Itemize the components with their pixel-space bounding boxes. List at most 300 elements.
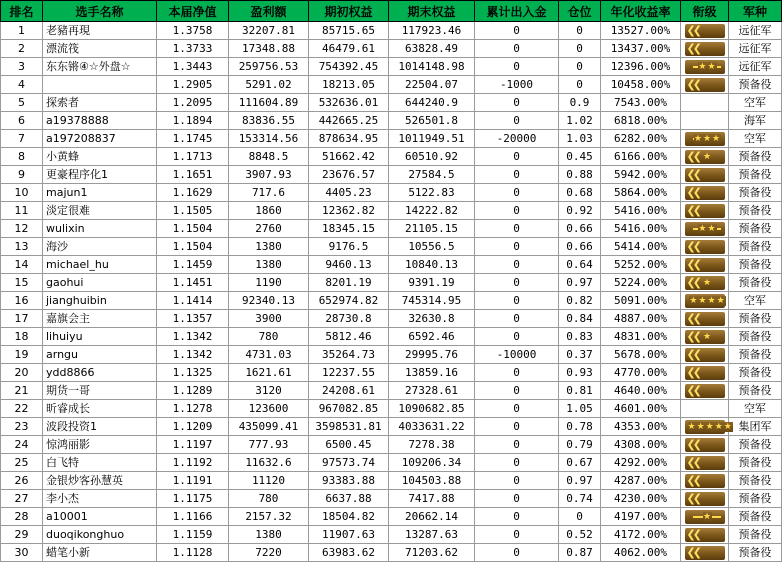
military-rank-cell [681, 382, 729, 400]
position-cell: 0.84 [559, 310, 601, 328]
cash-flow-cell: 0 [475, 526, 559, 544]
army-cell: 预备役 [729, 220, 782, 238]
military-rank-cell [681, 94, 729, 112]
army-cell: 远征军 [729, 58, 782, 76]
military-rank-cell [681, 202, 729, 220]
table-row[interactable] [1, 130, 782, 148]
annual-return-cell: 4230.00% [601, 490, 681, 508]
army-cell: 空军 [729, 130, 782, 148]
end-equity-cell: 745314.95 [389, 292, 475, 310]
end-equity-cell: 63828.49 [389, 40, 475, 58]
cash-flow-cell: 0 [475, 292, 559, 310]
name-cell: a19378888 [43, 112, 157, 130]
rank-insignia-icon [685, 132, 725, 146]
rank-cell: 14 [1, 256, 43, 274]
end-equity-cell: 4033631.22 [389, 418, 475, 436]
name-cell: gaohui [43, 274, 157, 292]
star-icon: ★ [702, 331, 713, 342]
profit-cell: 17348.88 [229, 40, 309, 58]
nav-cell: 1.1651 [157, 166, 229, 184]
profit-cell: 3900 [229, 310, 309, 328]
star-icon: ★ [702, 151, 713, 162]
army-cell: 预备役 [729, 166, 782, 184]
army-cell: 预备役 [729, 346, 782, 364]
end-equity-cell: 32630.8 [389, 310, 475, 328]
rank-cell: 8 [1, 148, 43, 166]
profit-cell: 1860 [229, 202, 309, 220]
annual-return-cell: 13437.00% [601, 40, 681, 58]
header-end-equity[interactable]: 期末权益 [389, 1, 475, 22]
army-cell: 空军 [729, 400, 782, 418]
profit-cell: 123600 [229, 400, 309, 418]
end-equity-cell: 526501.8 [389, 112, 475, 130]
rank-cell: 29 [1, 526, 43, 544]
army-cell: 海军 [729, 112, 782, 130]
profit-cell: 1380 [229, 256, 309, 274]
chevron-icon: ❮❮ [686, 23, 699, 37]
cash-flow-cell: 0 [475, 166, 559, 184]
header-name[interactable]: 选手名称 [43, 1, 157, 22]
rank-cell: 28 [1, 508, 43, 526]
end-equity-cell: 27328.61 [389, 382, 475, 400]
rank-cell: 27 [1, 490, 43, 508]
annual-return-cell: 4887.00% [601, 310, 681, 328]
chevron-icon: ❮❮ [686, 41, 699, 55]
position-cell: 0.78 [559, 418, 601, 436]
table-row[interactable] [1, 400, 782, 418]
nav-cell: 1.2905 [157, 76, 229, 94]
table-row[interactable] [1, 220, 782, 238]
cash-flow-cell: -1000 [475, 76, 559, 94]
chevron-icon: ❮❮ [686, 545, 699, 559]
profit-cell: 1621.61 [229, 364, 309, 382]
cash-flow-cell: 0 [475, 544, 559, 562]
header-military-rank[interactable]: 衔级 [681, 1, 729, 22]
name-cell: duoqikonghuo [43, 526, 157, 544]
military-rank-cell [681, 22, 729, 40]
position-cell: 0.82 [559, 292, 601, 310]
table-row[interactable] [1, 328, 782, 346]
position-cell: 0.66 [559, 238, 601, 256]
annual-return-cell: 6166.00% [601, 148, 681, 166]
name-cell: wulixin [43, 220, 157, 238]
annual-return-cell: 4831.00% [601, 328, 681, 346]
table-row[interactable] [1, 310, 782, 328]
table-row[interactable] [1, 292, 782, 310]
header-army[interactable]: 军种 [729, 1, 782, 22]
start-equity-cell: 8201.19 [309, 274, 389, 292]
position-cell: 0.88 [559, 166, 601, 184]
military-rank-cell [681, 508, 729, 526]
annual-return-cell: 7543.00% [601, 94, 681, 112]
rank-insignia-icon [685, 492, 725, 506]
cash-flow-cell: 0 [475, 364, 559, 382]
profit-cell: 435099.41 [229, 418, 309, 436]
position-cell: 0.79 [559, 436, 601, 454]
table-row[interactable] [1, 148, 782, 166]
annual-return-cell: 4292.00% [601, 454, 681, 472]
profit-cell: 8848.5 [229, 148, 309, 166]
annual-return-cell: 4770.00% [601, 364, 681, 382]
table-row[interactable] [1, 274, 782, 292]
header-cash-flow[interactable]: 累计出入金 [475, 1, 559, 22]
annual-return-cell: 5414.00% [601, 238, 681, 256]
rank-cell: 18 [1, 328, 43, 346]
name-cell: a197208837 [43, 130, 157, 148]
position-cell: 0.97 [559, 472, 601, 490]
profit-cell: 2760 [229, 220, 309, 238]
header-profit[interactable]: 盈利额 [229, 1, 309, 22]
rank-insignia-icon [685, 24, 725, 38]
table-row[interactable] [1, 472, 782, 490]
rank-insignia-icon [685, 510, 725, 524]
end-equity-cell: 10840.13 [389, 256, 475, 274]
name-cell: 金银炒客孙慧英 [43, 472, 157, 490]
cash-flow-cell: 0 [475, 382, 559, 400]
army-cell: 预备役 [729, 436, 782, 454]
army-cell: 预备役 [729, 310, 782, 328]
position-cell: 0 [559, 40, 601, 58]
header-rank[interactable]: 排名 [1, 1, 43, 22]
table-row[interactable] [1, 436, 782, 454]
start-equity-cell: 532636.01 [309, 94, 389, 112]
table-row[interactable] [1, 112, 782, 130]
annual-return-cell: 4197.00% [601, 508, 681, 526]
annual-return-cell: 5252.00% [601, 256, 681, 274]
profit-cell: 259756.53 [229, 58, 309, 76]
end-equity-cell: 71203.62 [389, 544, 475, 562]
end-equity-cell: 104503.88 [389, 472, 475, 490]
profit-cell: 1380 [229, 526, 309, 544]
table-row[interactable] [1, 22, 782, 40]
start-equity-cell: 4405.23 [309, 184, 389, 202]
rank-insignia-icon [685, 438, 725, 452]
military-rank-cell [681, 166, 729, 184]
table-row[interactable] [1, 40, 782, 58]
profit-cell: 92340.13 [229, 292, 309, 310]
position-cell: 0 [559, 76, 601, 94]
army-cell: 预备役 [729, 526, 782, 544]
nav-cell: 1.1209 [157, 418, 229, 436]
army-cell: 预备役 [729, 184, 782, 202]
star-icon: ★★ [698, 61, 717, 72]
cash-flow-cell: 0 [475, 310, 559, 328]
start-equity-cell: 12362.82 [309, 202, 389, 220]
nav-cell: 1.1745 [157, 130, 229, 148]
cash-flow-cell: 0 [475, 490, 559, 508]
profit-cell: 1190 [229, 274, 309, 292]
rank-insignia-icon [685, 330, 725, 344]
rank-insignia-icon [685, 546, 725, 560]
nav-cell: 1.1197 [157, 436, 229, 454]
table-row[interactable] [1, 256, 782, 274]
header-start-equity[interactable]: 期初权益 [309, 1, 389, 22]
chevron-icon: ❮❮ [686, 437, 699, 451]
end-equity-cell: 644240.9 [389, 94, 475, 112]
start-equity-cell: 23676.57 [309, 166, 389, 184]
military-rank-cell [681, 220, 729, 238]
military-rank-cell [681, 490, 729, 508]
rank-insignia-icon [685, 78, 725, 92]
army-cell: 预备役 [729, 202, 782, 220]
army-cell: 预备役 [729, 544, 782, 562]
rank-cell: 25 [1, 454, 43, 472]
chevron-icon: ❮❮ [686, 167, 699, 181]
annual-return-cell: 5416.00% [601, 202, 681, 220]
rank-cell: 4 [1, 76, 43, 94]
name-cell: 东东锵④☆外盘☆ [43, 58, 157, 76]
nav-cell: 1.1128 [157, 544, 229, 562]
table-row[interactable] [1, 202, 782, 220]
table-row[interactable] [1, 490, 782, 508]
start-equity-cell: 9176.5 [309, 238, 389, 256]
name-cell: 嘉旗会主 [43, 310, 157, 328]
military-rank-cell [681, 310, 729, 328]
annual-return-cell: 4308.00% [601, 436, 681, 454]
profit-cell: 83836.55 [229, 112, 309, 130]
army-cell: 空军 [729, 94, 782, 112]
end-equity-cell: 109206.34 [389, 454, 475, 472]
cash-flow-cell: 0 [475, 202, 559, 220]
table-row[interactable] [1, 58, 782, 76]
name-cell: 惊鸿丽影 [43, 436, 157, 454]
position-cell: 0.83 [559, 328, 601, 346]
name-cell: 淡定很难 [43, 202, 157, 220]
nav-cell: 1.3758 [157, 22, 229, 40]
start-equity-cell: 18213.05 [309, 76, 389, 94]
nav-cell: 1.1159 [157, 526, 229, 544]
table-row[interactable] [1, 94, 782, 112]
end-equity-cell: 21105.15 [389, 220, 475, 238]
annual-return-cell: 10458.00% [601, 76, 681, 94]
name-cell: a10001 [43, 508, 157, 526]
end-equity-cell: 13859.16 [389, 364, 475, 382]
rank-insignia-icon [685, 222, 725, 236]
rank-insignia-icon [685, 168, 725, 182]
annual-return-cell: 4640.00% [601, 382, 681, 400]
start-equity-cell: 12237.55 [309, 364, 389, 382]
military-rank-cell [681, 544, 729, 562]
chevron-icon: ❮❮ [686, 383, 699, 397]
cash-flow-cell: 0 [475, 274, 559, 292]
rank-insignia-icon [685, 366, 725, 380]
end-equity-cell: 5122.83 [389, 184, 475, 202]
rank-cell: 21 [1, 382, 43, 400]
name-cell [43, 76, 157, 94]
cash-flow-cell: 0 [475, 238, 559, 256]
start-equity-cell: 97573.74 [309, 454, 389, 472]
nav-cell: 1.1451 [157, 274, 229, 292]
header-position[interactable]: 仓位 [559, 1, 601, 22]
table-row[interactable] [1, 508, 782, 526]
table-row[interactable] [1, 454, 782, 472]
military-rank-cell [681, 364, 729, 382]
chevron-icon: ❮❮ [686, 203, 699, 217]
annual-return-cell: 6282.00% [601, 130, 681, 148]
rank-insignia-icon [685, 258, 725, 272]
nav-cell: 1.1342 [157, 328, 229, 346]
table-row[interactable] [1, 166, 782, 184]
cash-flow-cell: 0 [475, 472, 559, 490]
start-equity-cell: 442665.25 [309, 112, 389, 130]
military-rank-cell [681, 526, 729, 544]
military-rank-cell [681, 148, 729, 166]
position-cell: 1.05 [559, 400, 601, 418]
start-equity-cell: 11907.63 [309, 526, 389, 544]
name-cell: 昕睿成长 [43, 400, 157, 418]
military-rank-cell [681, 256, 729, 274]
start-equity-cell: 6500.45 [309, 436, 389, 454]
army-cell: 预备役 [729, 256, 782, 274]
nav-cell: 1.1459 [157, 256, 229, 274]
rank-insignia-icon [685, 60, 725, 74]
chevron-icon: ❮❮ [686, 365, 699, 379]
table-row[interactable] [1, 184, 782, 202]
table-row[interactable] [1, 526, 782, 544]
header-nav[interactable]: 本届净值 [157, 1, 229, 22]
rank-insignia-icon [685, 528, 725, 542]
annual-return-cell: 12396.00% [601, 58, 681, 76]
cash-flow-cell: 0 [475, 184, 559, 202]
star-icon: ★★★★★ [687, 421, 733, 432]
end-equity-cell: 60510.92 [389, 148, 475, 166]
nav-cell: 1.3733 [157, 40, 229, 58]
rank-insignia-icon [685, 240, 725, 254]
start-equity-cell: 652974.82 [309, 292, 389, 310]
military-rank-cell [681, 454, 729, 472]
rank-insignia-icon [685, 456, 725, 470]
chevron-icon: ❮❮ [686, 491, 699, 505]
position-cell: 0 [559, 58, 601, 76]
nav-cell: 1.1505 [157, 202, 229, 220]
chevron-icon: ❮❮ [686, 347, 699, 361]
annual-return-cell: 4172.00% [601, 526, 681, 544]
end-equity-cell: 10556.5 [389, 238, 475, 256]
profit-cell: 111604.89 [229, 94, 309, 112]
end-equity-cell: 14222.82 [389, 202, 475, 220]
cash-flow-cell: 0 [475, 94, 559, 112]
name-cell: 探索者 [43, 94, 157, 112]
table-row[interactable] [1, 544, 782, 562]
position-cell: 0.52 [559, 526, 601, 544]
military-rank-cell [681, 76, 729, 94]
header-annual-return[interactable]: 年化收益率 [601, 1, 681, 22]
profit-cell: 3907.93 [229, 166, 309, 184]
cash-flow-cell: 0 [475, 508, 559, 526]
nav-cell: 1.1192 [157, 454, 229, 472]
table-row[interactable] [1, 238, 782, 256]
profit-cell: 7220 [229, 544, 309, 562]
nav-cell: 1.1414 [157, 292, 229, 310]
position-cell: 0.87 [559, 544, 601, 562]
rank-cell: 2 [1, 40, 43, 58]
rank-insignia-icon [685, 276, 725, 290]
name-cell: 小黄蜂 [43, 148, 157, 166]
table-row[interactable] [1, 364, 782, 382]
cash-flow-cell: 0 [475, 112, 559, 130]
nav-cell: 1.1166 [157, 508, 229, 526]
end-equity-cell: 1014148.98 [389, 58, 475, 76]
start-equity-cell: 6637.88 [309, 490, 389, 508]
profit-cell: 3120 [229, 382, 309, 400]
annual-return-cell: 4601.00% [601, 400, 681, 418]
end-equity-cell: 6592.46 [389, 328, 475, 346]
start-equity-cell: 51662.42 [309, 148, 389, 166]
name-cell: arngu [43, 346, 157, 364]
table-row[interactable] [1, 76, 782, 94]
table-row[interactable] [1, 346, 782, 364]
start-equity-cell: 9460.13 [309, 256, 389, 274]
army-cell: 空军 [729, 292, 782, 310]
chevron-icon: ❮❮ [686, 275, 699, 289]
name-cell: 海沙 [43, 238, 157, 256]
position-cell: 0.92 [559, 202, 601, 220]
end-equity-cell: 7278.38 [389, 436, 475, 454]
army-cell: 预备役 [729, 472, 782, 490]
start-equity-cell: 24208.61 [309, 382, 389, 400]
position-cell: 0 [559, 22, 601, 40]
position-cell: 0.93 [559, 364, 601, 382]
annual-return-cell: 4062.00% [601, 544, 681, 562]
profit-cell: 717.6 [229, 184, 309, 202]
position-cell: 0.64 [559, 256, 601, 274]
end-equity-cell: 13287.63 [389, 526, 475, 544]
army-cell: 预备役 [729, 364, 782, 382]
end-equity-cell: 22504.07 [389, 76, 475, 94]
chevron-icon: ❮❮ [686, 455, 699, 469]
position-cell: 0.97 [559, 274, 601, 292]
rank-cell: 24 [1, 436, 43, 454]
table-row[interactable] [1, 382, 782, 400]
rank-insignia-icon [685, 294, 725, 308]
army-cell: 预备役 [729, 274, 782, 292]
rank-cell: 5 [1, 94, 43, 112]
nav-cell: 1.1713 [157, 148, 229, 166]
table-body [1, 22, 782, 562]
rank-cell: 15 [1, 274, 43, 292]
chevron-icon: ❮❮ [686, 239, 699, 253]
military-rank-cell [681, 472, 729, 490]
end-equity-cell: 7417.88 [389, 490, 475, 508]
name-cell: michael_hu [43, 256, 157, 274]
table-row[interactable] [1, 418, 782, 436]
position-cell: 0.81 [559, 382, 601, 400]
army-cell: 远征军 [729, 22, 782, 40]
end-equity-cell: 20662.14 [389, 508, 475, 526]
army-cell: 预备役 [729, 76, 782, 94]
rank-insignia-icon [685, 150, 725, 164]
start-equity-cell: 3598531.81 [309, 418, 389, 436]
position-cell: 0.45 [559, 148, 601, 166]
rank-cell: 10 [1, 184, 43, 202]
start-equity-cell: 46479.61 [309, 40, 389, 58]
profit-cell: 2157.32 [229, 508, 309, 526]
name-cell: lihuiyu [43, 328, 157, 346]
start-equity-cell: 85715.65 [309, 22, 389, 40]
cash-flow-cell: -20000 [475, 130, 559, 148]
annual-return-cell: 13527.00% [601, 22, 681, 40]
cash-flow-cell: 0 [475, 220, 559, 238]
cash-flow-cell: 0 [475, 40, 559, 58]
cash-flow-cell: 0 [475, 148, 559, 166]
army-cell: 远征军 [729, 40, 782, 58]
end-equity-cell: 9391.19 [389, 274, 475, 292]
profit-cell: 780 [229, 490, 309, 508]
nav-cell: 1.1357 [157, 310, 229, 328]
rank-cell: 9 [1, 166, 43, 184]
rank-insignia-icon [685, 348, 725, 362]
chevron-icon: ❮❮ [686, 527, 699, 541]
